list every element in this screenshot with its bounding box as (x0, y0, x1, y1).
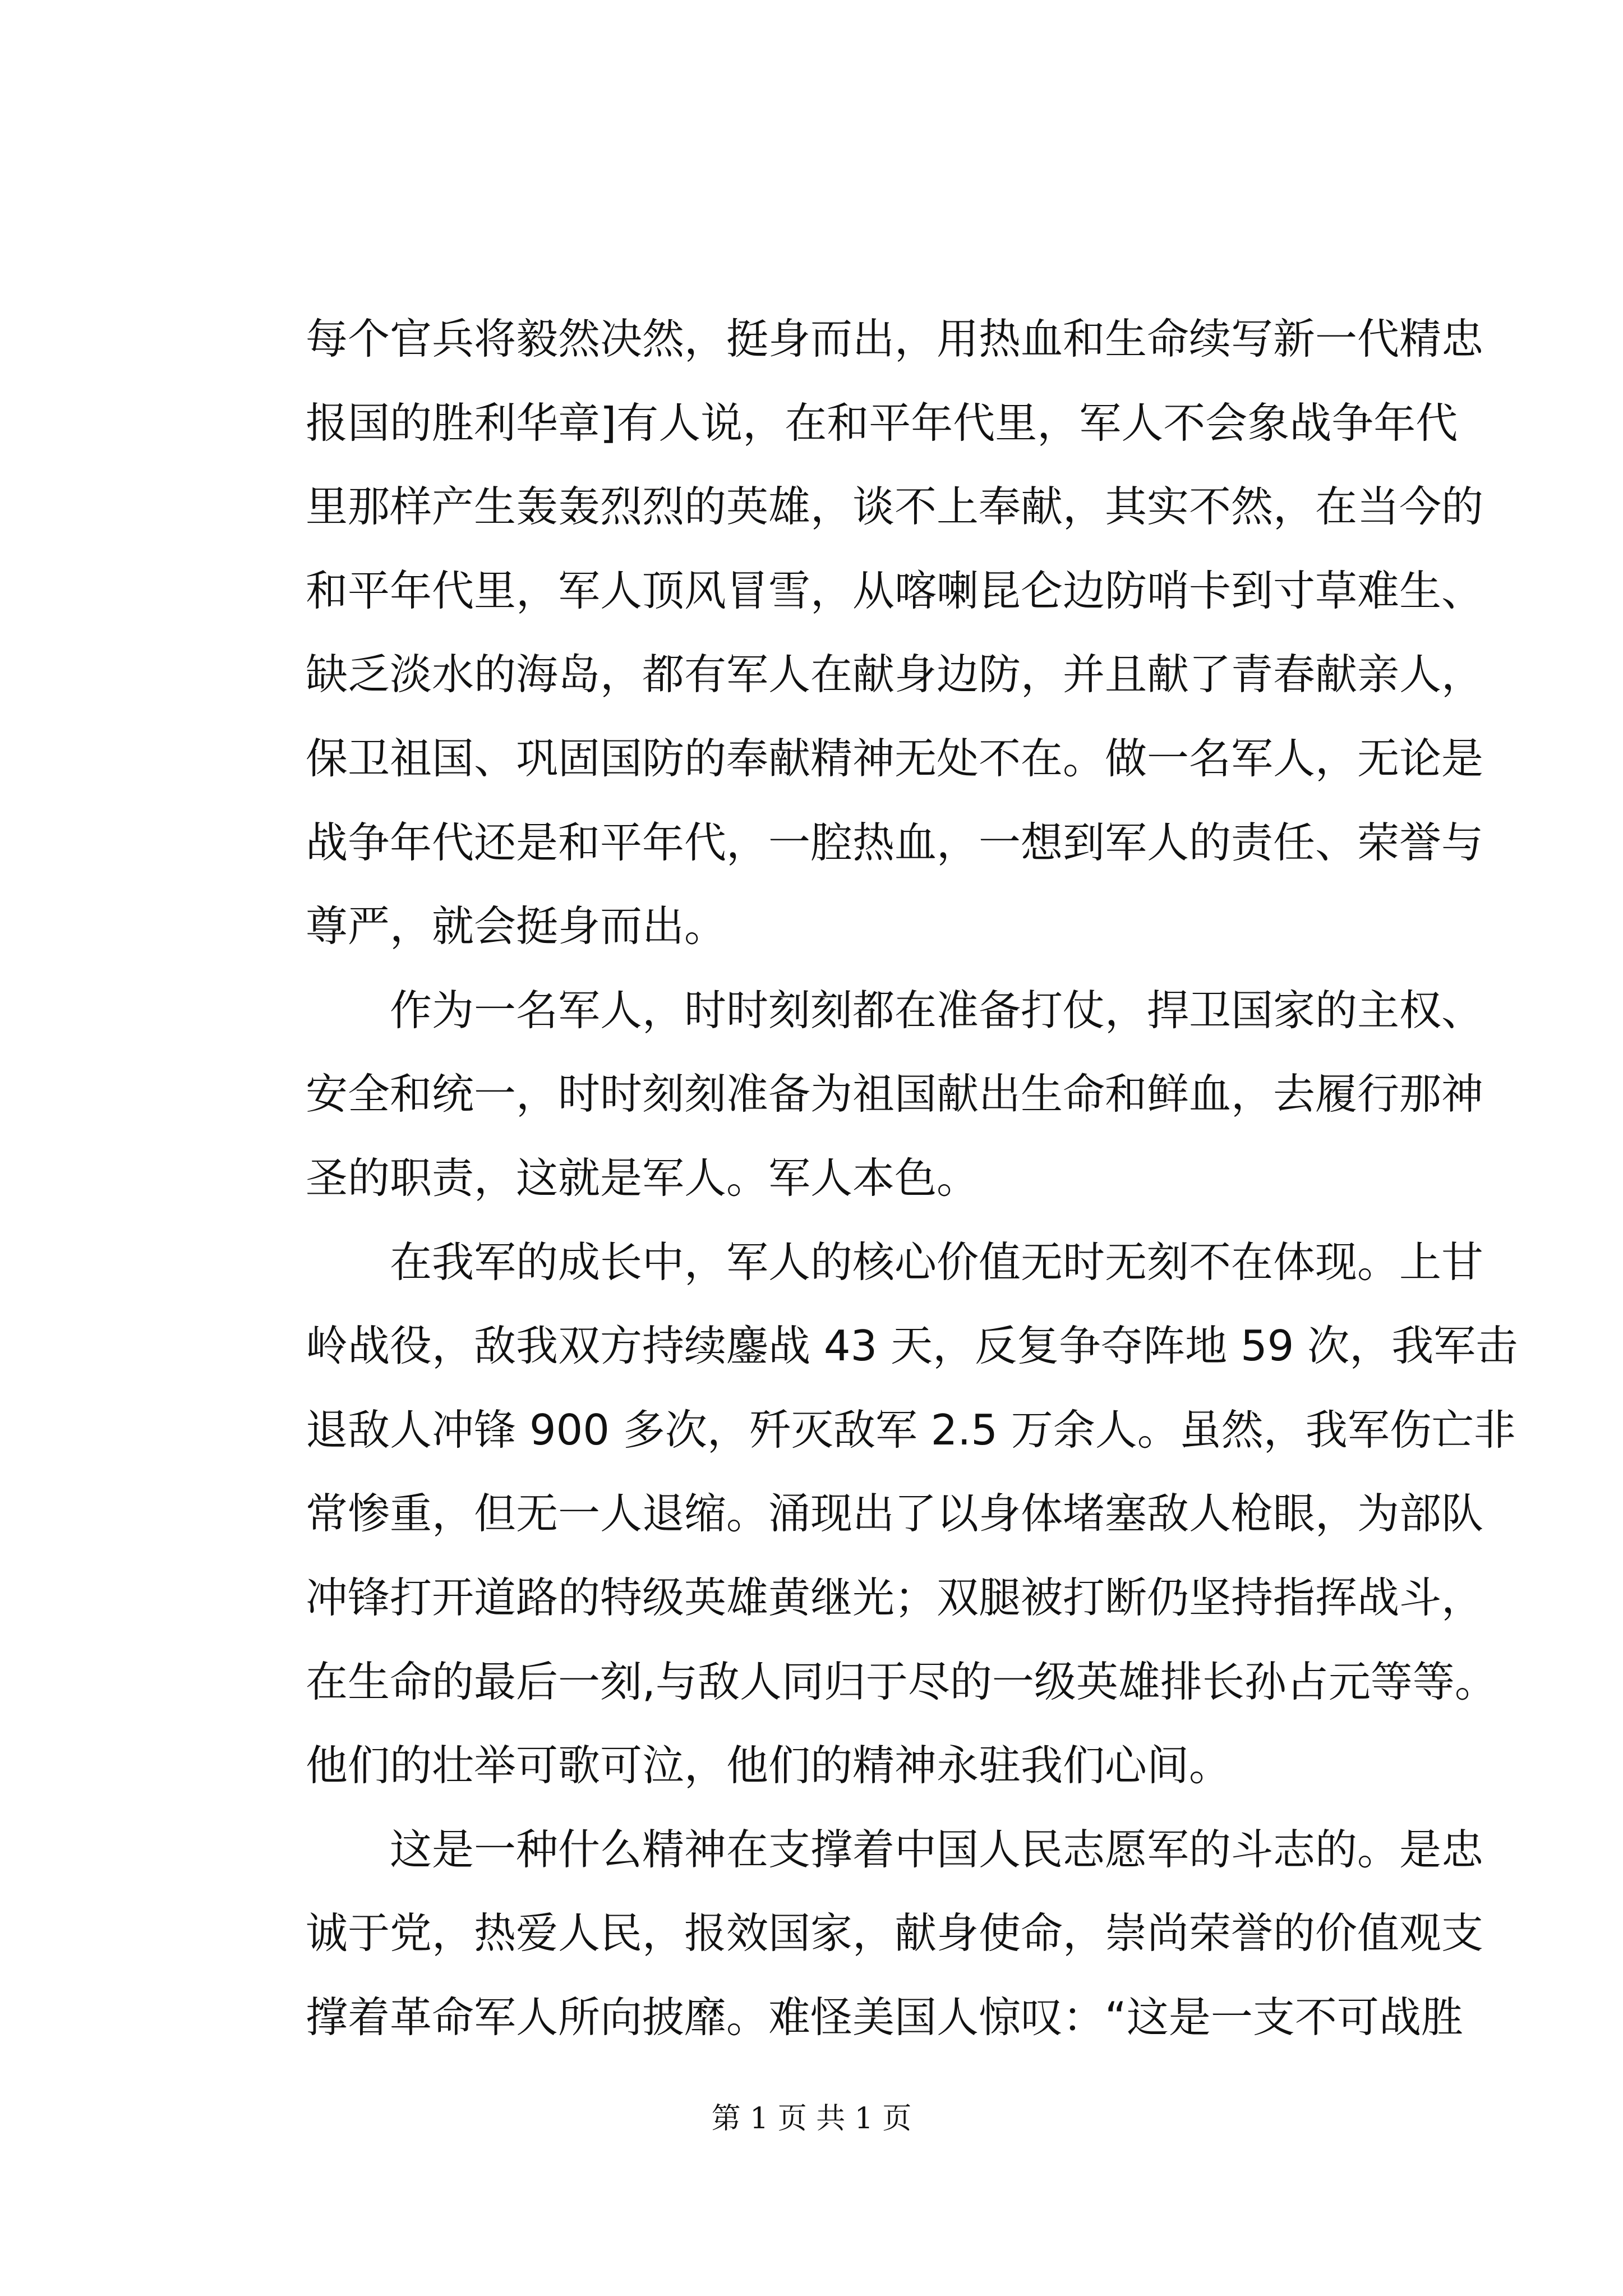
document-body (306, 297, 1518, 2059)
text-line: 在生命的最后一刻,与敌人同归于尽的一级英雄排长孙占元等等。 (306, 1657, 1497, 1706)
text-line: 岭战役，敌我双方持续鏖战 43 天，反复争夺阵地 59 次，我军击 (306, 1321, 1518, 1371)
text-line: 和平年代里，军人顶风冒雪，从喀喇昆仑边防哨卡到寸草难生、 (306, 565, 1484, 615)
text-line: 每个官兵将毅然决然，挺身而出，用热血和生命续写新一代精忠 (306, 314, 1484, 364)
text-line: 战争年代还是和平年代，一腔热血，一想到军人的责任、荣誉与 (306, 817, 1484, 867)
page-footer: 第 1 页 共 1 页 (711, 2102, 912, 2136)
text-line: 圣的职责，这就是军人。军人本色。 (306, 1153, 979, 1203)
text-line: 在我军的成长中，军人的核心价值无时无刻不在体现。上甘 (306, 1237, 1484, 1287)
text-line: 作为一名军人，时时刻刻都在准备打仗，捍卫国家的主权、 (306, 985, 1484, 1035)
text-line: 常惨重，但无一人退缩。涌现出了以身体堵塞敌人枪眼，为部队 (306, 1489, 1484, 1539)
text-line: 里那样产生轰轰烈烈的英雄，谈不上奉献，其实不然，在当今的 (306, 482, 1484, 532)
text-line: 他们的壮举可歌可泣，他们的精神永驻我们心间。 (306, 1741, 1232, 1791)
text-line: 保卫祖国、巩固国防的奉献精神无处不在。做一名军人，无论是 (306, 733, 1484, 783)
text-line: 冲锋打开道路的特级英雄黄继光；双腿被打断仍坚持指挥战斗， (306, 1572, 1484, 1622)
text-line: 缺乏淡水的海岛，都有军人在献身边防，并且献了青春献亲人， (306, 650, 1484, 700)
text-line: 安全和统一，时时刻刻准备为祖国献出生命和鲜血，去履行那神 (306, 1069, 1484, 1119)
text-line: 报国的胜利华章]有人说，在和平年代里，军人不会象战争年代 (306, 398, 1458, 448)
text-line: 这是一种什么精神在支撑着中国人民志愿军的斗志的。是忠 (306, 1824, 1484, 1874)
text-line: 诚于党，热爱人民，报效国家，献身使命，崇尚荣誉的价值观支 (306, 1908, 1484, 1958)
text-line: 尊严，就会挺身而出。 (306, 901, 727, 951)
text-line: 退敌人冲锋 900 多次，歼灭敌军 2.5 万余人。虽然，我军伤亡非 (306, 1405, 1516, 1455)
text-line: 撑着革命军人所向披靡。难怪美国人惊叹：“这是一支不可战胜 (306, 1992, 1463, 2042)
